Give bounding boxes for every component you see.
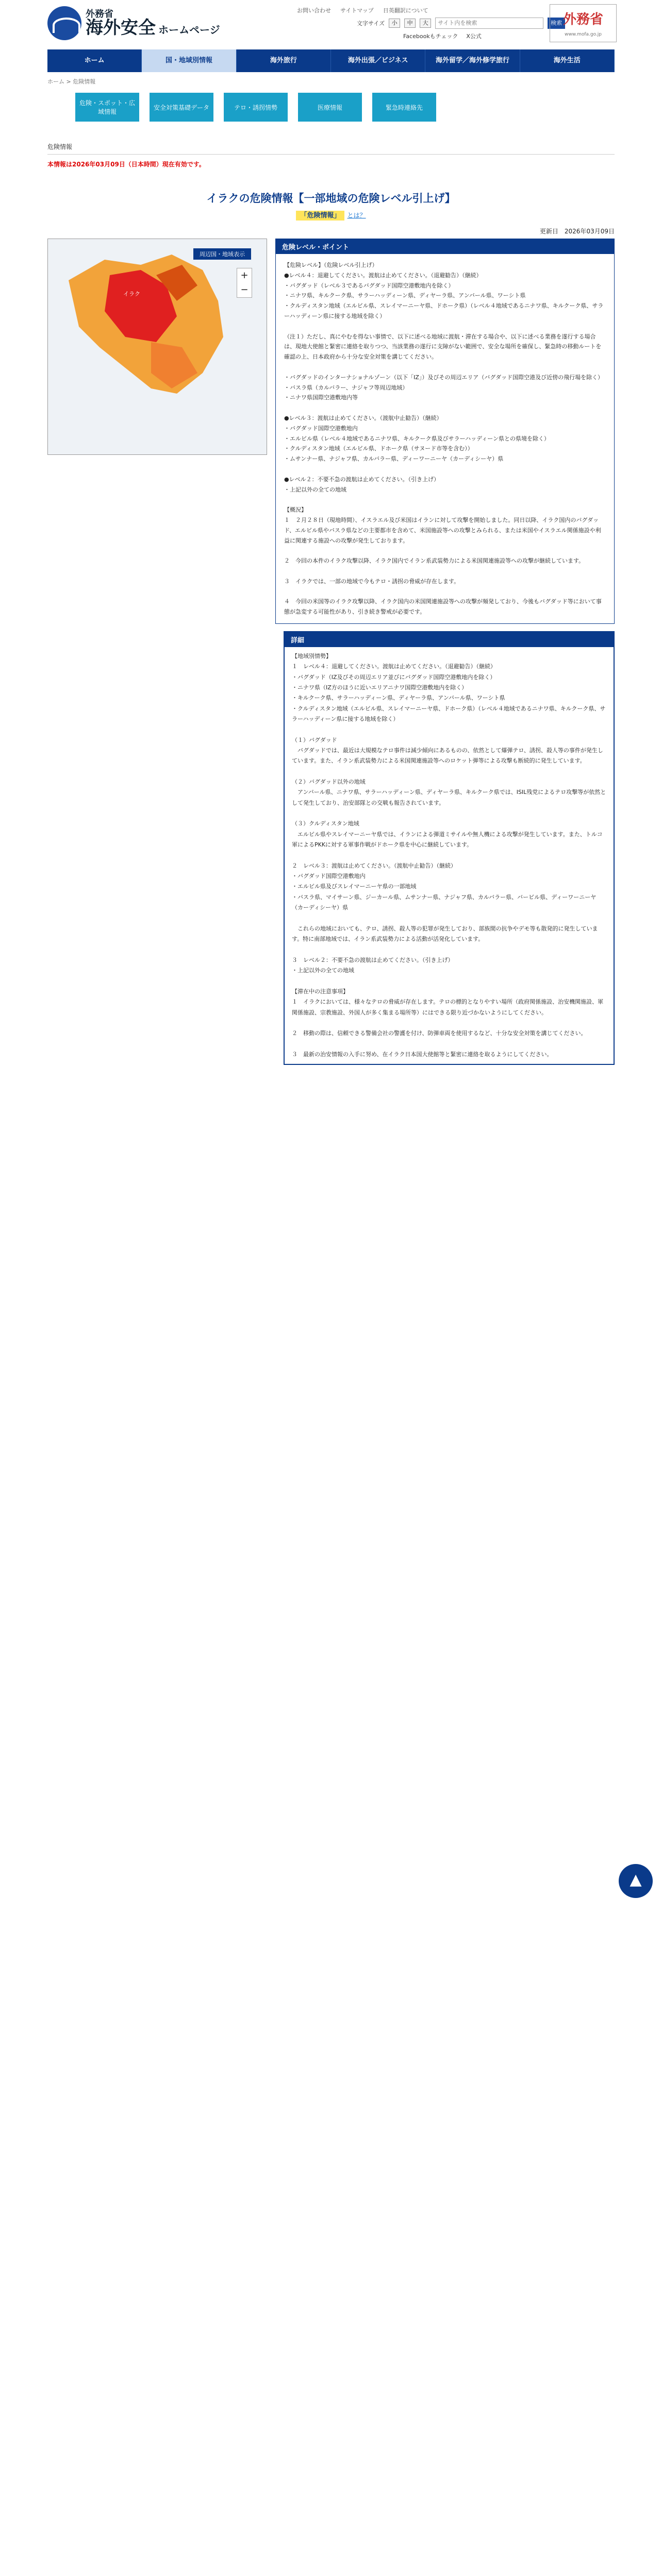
contact-link[interactable]: お問い合わせ — [297, 7, 331, 14]
site-logo[interactable] — [47, 6, 220, 40]
logo-ministry: 外務省 — [86, 9, 113, 20]
font-size-label: 文字サイズ — [357, 20, 385, 27]
top-links — [297, 6, 428, 14]
mofa-banner[interactable] — [550, 4, 617, 42]
detail-title: 詳細 — [285, 632, 614, 647]
map-legend-button[interactable]: 周辺国・地域表示 — [193, 248, 251, 260]
globe-logo-icon — [47, 6, 81, 40]
logo-hp: ホームページ — [158, 24, 220, 36]
update-date: 更新日 2026年03月09日 — [539, 228, 615, 235]
glossary-link[interactable]: とは？ — [347, 212, 366, 219]
sub-nav — [47, 91, 615, 131]
glossary — [47, 210, 615, 219]
search-button[interactable]: 検索 — [548, 18, 565, 29]
x-link[interactable]: X公式 — [466, 33, 482, 40]
social-links — [403, 32, 482, 40]
site-header — [47, 0, 615, 49]
risk-points-panel — [275, 239, 615, 624]
font-small-button[interactable]: 小 — [389, 19, 400, 28]
risk-map[interactable] — [47, 239, 267, 455]
nav-home[interactable]: ホーム — [47, 49, 142, 72]
mofa-url: www.mofa.go.jp — [564, 32, 602, 37]
translation-link[interactable]: 日英翻訳について — [383, 7, 428, 14]
nav-business[interactable]: 海外出張／ビジネス — [331, 49, 425, 72]
nav-travel[interactable]: 海外旅行 — [237, 49, 331, 72]
font-large-button[interactable]: 大 — [420, 19, 431, 28]
map-graphic — [48, 239, 267, 454]
category-title: 危険情報 — [47, 131, 615, 155]
valid-notice: 本情報は2026年03月09日（日本時間）現在有効です。 — [47, 161, 205, 168]
detail-body: 【地域別情勢】 １ レベル４：退避してください。渡航は止めてください。（退避勧告）（継続） ・バグダッド（IZ及びその周辺エリア並びにバグダッド国際空港敷地内を除く） ・ニナワ県（IZ方のほうに近いエリアニナワ国際空港敷地内を除く） ・キルクーク県、サラーハッディーン県、ディヤーラ県、アンバール県、ワーシト県 ・クルディスタン地域（エルビル県、スレイマーニーヤ県、ドホーク県）（レベル４地域であるニナワ県、キルクーク県、サラーハッディーン県に接する地域を除く） （１）バグダッド バグダッドでは、最近は大規模なテロ事件は減少傾向にあるものの、依然として爆弾テロ、誘拐、殺人等の事件が発生しています。また、イラン系武装勢力による米国関連施設等へのロケット弾等による攻撃も断続的に発生しています。 （２）バグダッド以外の地域 アンバール県、ニナワ県、サラーハッディーン県、ディヤーラ県、キルクーク県では、ISIL残党によるテロ攻撃等が依然として発生しており、治安部隊との交戦も報告されています。 （３）クルディスタン地域 エルビル県やスレイマーニーヤ県では、イランによる弾道ミサイルや無人機による攻撃が発生しています。また、トルコ軍によるPKKに対する軍事作戦がドホーク県を中心に継続しています。 ２ レベル３：渡航は止めてください。（渡航中止勧告）（継続） ・バグダッド国際空港敷地内 ・エルビル県及びスレイマーニーヤ県の一部地域 ・バスラ県、マイサーン県、ジーカール県、ムサンナー県、ナジャフ県、カルバラー県、バービル県、ディーワーニーヤ（カーディシーヤ）県 これらの地域においても、テロ、誘拐、殺人等の犯罪が発生しており、部族間の抗争やデモ等も散発的に発生しています。特に南部地域では、イラン系武装勢力による活動が活発化しています。 ３ レベル２：不要不急の渡航は止めてください。（引き上げ） ・上記以外の全ての地域 【滞在中の注意事項】 １ イラクにおいては、様々なテロの脅威が存在します。テロの標的となりやすい場所（政府関係施設、治安機関施設、軍関係施設、宗教施設、外国人が多く集まる場所等）にはできる限り近づかないようにしてください。 ２ 移動の際は、信頼できる警備会社の警護を付け、防弾車両を使用するなど、十分な安全対策を講じてください。 ３ 最新の治安情報の入手に努め、在イラク日本国大使館等と緊密に連絡を取るようにしてください。 — [292, 652, 606, 1058]
header-tools — [357, 18, 565, 29]
nav-country-info[interactable]: 国・地域別情報 — [142, 49, 236, 72]
page-title: イラクの危険情報【一部地域の危険レベル引上げ】 — [206, 192, 456, 205]
breadcrumb[interactable]: ホーム > 危険情報 — [47, 78, 96, 85]
subnav-terror[interactable]: テロ・誘拐情勢 — [224, 93, 288, 122]
zoom-in-button[interactable]: + — [240, 270, 249, 281]
detail-panel — [284, 631, 615, 1065]
sitemap-link[interactable]: サイトマップ — [340, 7, 374, 14]
content-grid — [47, 239, 615, 624]
subnav-medical[interactable]: 医療情報 — [298, 93, 362, 122]
subnav-basic-data[interactable]: 安全対策基礎データ — [150, 93, 213, 122]
font-mid-button[interactable]: 中 — [404, 19, 416, 28]
page — [47, 0, 615, 1065]
mofa-name: 外務省 — [562, 12, 603, 27]
zoom-out-button[interactable]: − — [240, 284, 249, 295]
subnav-emergency[interactable]: 緊急時連絡先 — [372, 93, 436, 122]
logo-title: 海外安全 — [86, 18, 156, 38]
global-nav — [47, 49, 615, 72]
nav-study[interactable]: 海外留学／海外修学旅行 — [425, 49, 520, 72]
risk-points-title: 危険レベル・ポイント — [276, 239, 614, 254]
back-to-top-button[interactable]: ▲ — [619, 1864, 653, 1898]
search-input[interactable] — [435, 18, 543, 29]
map-zoom-control — [237, 268, 252, 298]
risk-points-body: 【危険レベル】（危険レベル引上げ） ●レベル４：退避してください。渡航は止めてください。（退避勧告）（継続） ・バグダッド（レベル３であるバグダッド国際空港敷地内を除く） ・ニナワ県、キルクーク県、サラーハッディーン県、ディヤーラ県、アンバール県、ワーシト県 ・クルディスタン地域（エルビル県、スレイマーニーヤ県、ドホーク県）（レベル４地域であるニナワ県、キルクーク県、サラーハッディーン県に接する地域を除く） （注１）ただし、真にやむを得ない事情で、以下に述べる地域に渡航・滞在する場合や、以下に述べる業務を遂行する場合は、現地大使館と緊密に連絡を取りつつ、当該業務の遂行に支障がない範囲で、安全な場所を確保し、緊急時の移動ルートを確認の上、日本政府から十分な安全対策を講じてください。 ・バグダッドのインターナショナルゾーン（以下「IZ」）及びその周辺エリア（バグダッド国際空港及び近傍の飛行場を除く） ・バスラ県（カルバラー、ナジャフ等周辺地域） ・ニナワ県国際空港敷地内等 ●レベル３：渡航は止めてください。（渡航中止勧告）（継続） ・バグダッド国際空港敷地内 ・エルビル県（レベル４地域であるニナワ県、キルクーク県及びサラーハッディーン県との県境を除く） ・クルディスタン地域（エルビル県、ドホーク県（サヌード市等を含む）） ・ムサンナー県、ナジャフ県、カルバラー県、ディーワーニーヤ（カーディシーヤ）県 ●レベル２：不要不急の渡航は止めてください。（引き上げ） ・上記以外の全ての地域 【概況】 １ ２月２８日（現地時間）、イスラエル及び米国はイランに対して攻撃を開始しました。同日以降、イラク国内のバグダッド、エルビル県やバスラ県などの主要都市を含めて、米国施設等への攻撃とみられる、または米国やイスラエル関係施設や利益に関連する施設への攻撃が発生しております。 ２ 今回の本件のイラク攻撃以降、イラク国内でイラン系武装勢力による米国関連施設等への攻撃が継続しています。 ３ イラクでは、一部の地域で今もテロ・誘拐の脅威が存在します。 ４ 今回の米国等のイラク攻撃以降、イラク国内の米国関連施設等への攻撃が頻発しており、今後もバグダッド等において事態が急変する可能性があり、引き続き警戒が必要です。 — [284, 262, 604, 616]
nav-life[interactable]: 海外生活 — [520, 49, 615, 72]
glossary-label: 「危険情報」 — [296, 211, 344, 221]
subnav-danger-spot[interactable]: 危険・スポット・広域情報 — [75, 93, 139, 122]
facebook-link[interactable]: Facebookもチェック — [403, 33, 458, 40]
map-country-label: イラク — [123, 291, 140, 297]
